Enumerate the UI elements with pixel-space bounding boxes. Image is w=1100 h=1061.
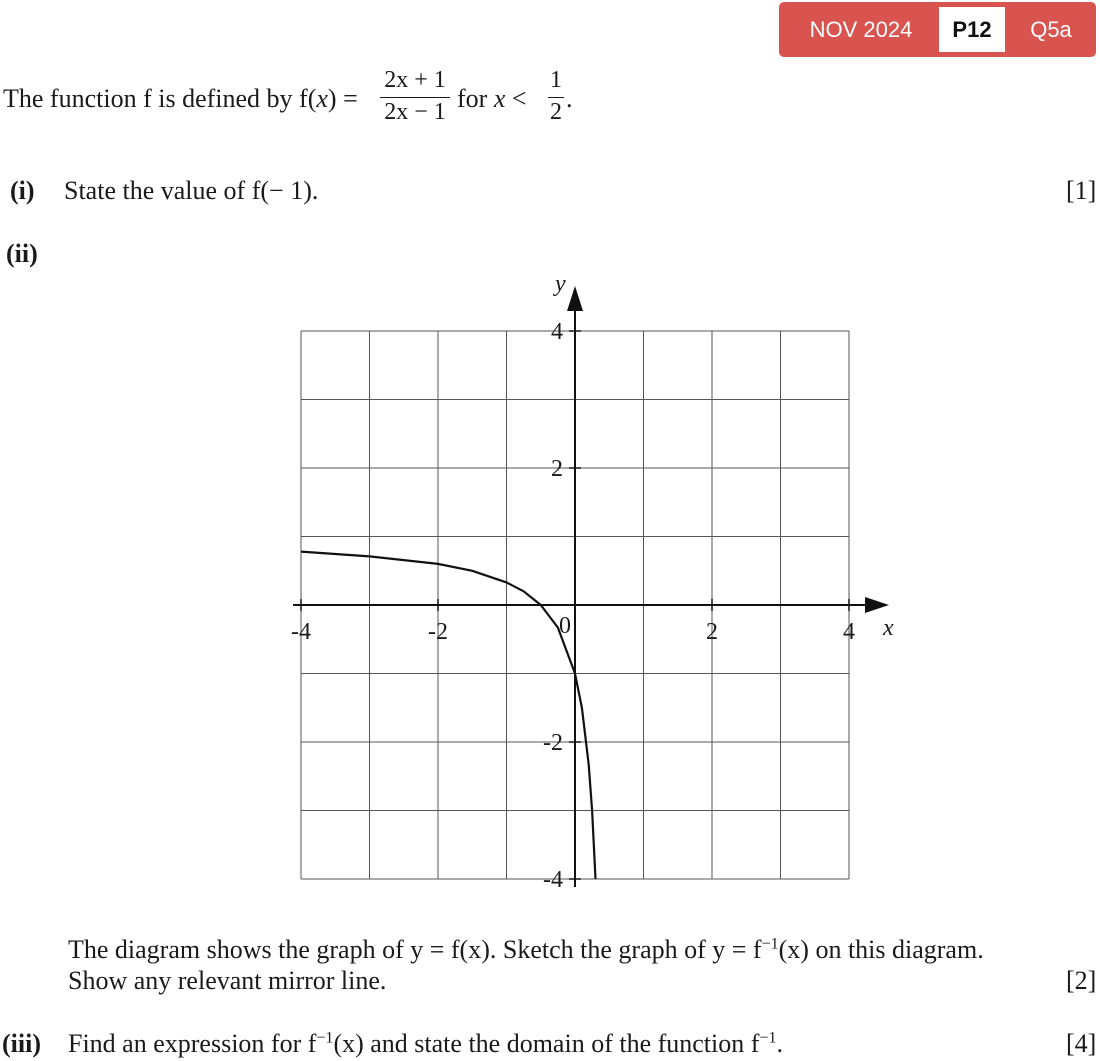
x-tick-label: -4 [291, 619, 311, 645]
fraction-numerator: 2x + 1 [384, 67, 446, 93]
x-tick-label: -2 [428, 619, 448, 645]
part-i-label: (i) [10, 176, 35, 205]
y-axis-arrow [567, 286, 583, 311]
part-ii-label: (ii) [6, 239, 38, 268]
x-axis-arrow [865, 597, 889, 613]
x-tick-label: 2 [706, 619, 718, 645]
part-iii-label: (iii) [2, 1029, 41, 1058]
question-label: Q5a [1030, 17, 1072, 42]
y-tick-label: 2 [551, 456, 563, 482]
y-tick-label: -4 [543, 867, 563, 893]
domain-condition: for x < [457, 84, 527, 113]
y-axis-label: y [555, 271, 566, 297]
function-curve [301, 552, 596, 879]
fraction-denominator: 2x − 1 [384, 99, 446, 125]
origin-label: 0 [559, 613, 571, 639]
part-ii-line1: The diagram shows the graph of y = f(x). Sketch the graph of $y = f^{-1}(x)$ on this diagram. [68, 935, 984, 964]
y-tick-label: -2 [543, 730, 563, 756]
part-iii-text: Find an expression for $f^{-1}(x)$ and state the domain of the function $f^{-1}$. [68, 1029, 783, 1058]
intro-text: The function f is defined by f(x) = [3, 84, 358, 113]
intro-period: . [566, 84, 573, 113]
part-i-marks: [1] [1066, 176, 1097, 205]
y-tick-label: 4 [551, 319, 563, 345]
part-ii-line2: Show any relevant mirror line. [68, 966, 387, 995]
session-label: NOV 2024 [809, 17, 913, 42]
x-tick-label: 4 [843, 619, 855, 645]
x-axis-label: x [883, 615, 894, 641]
half-fraction: 1 2 [550, 67, 562, 125]
part-ii-marks: [2] [1066, 966, 1097, 995]
part-iii-marks: [4] [1066, 1029, 1097, 1058]
paper-label: P12 [939, 7, 1005, 52]
part-i-text: State the value of f(− 1). [64, 176, 319, 205]
